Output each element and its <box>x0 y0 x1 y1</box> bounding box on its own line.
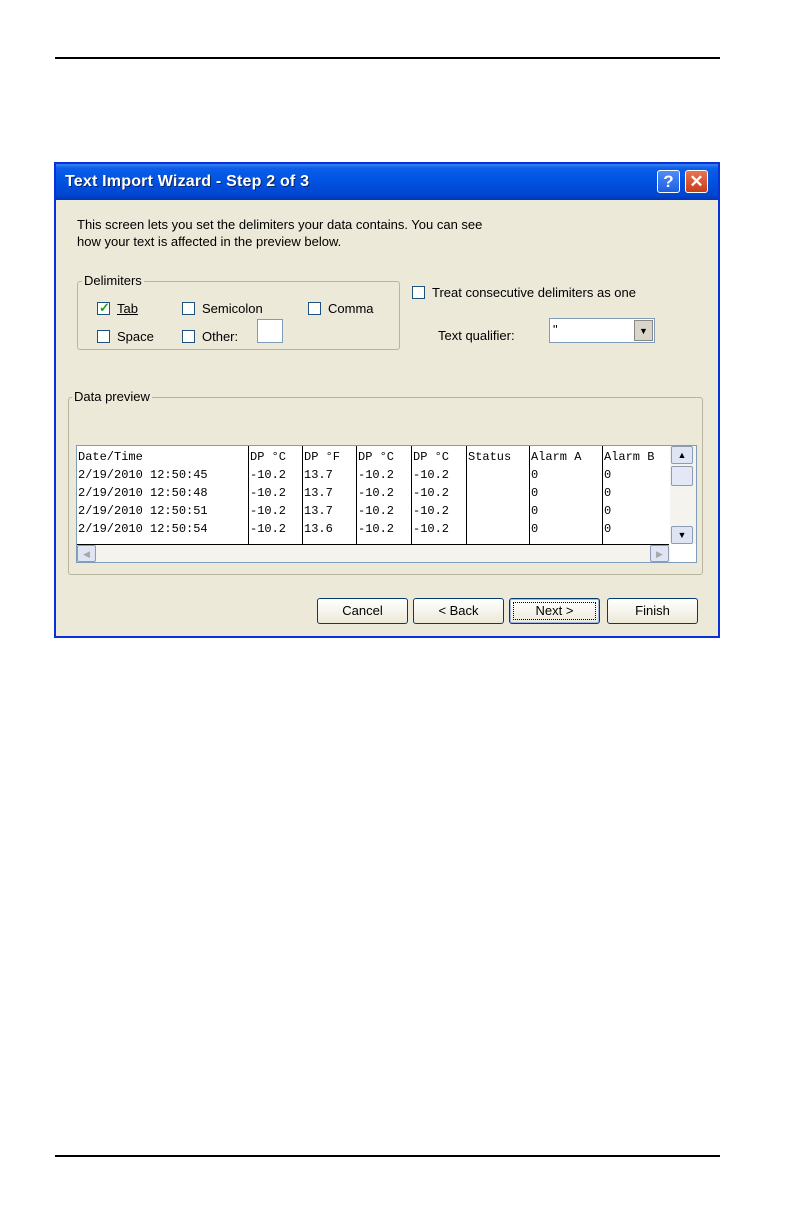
preview-header-cell: DP °C <box>358 450 395 464</box>
title-bar[interactable] <box>56 164 718 200</box>
consecutive-delimiters-checkbox[interactable] <box>412 285 636 300</box>
intro-text <box>77 216 482 250</box>
comma-label: Comma <box>328 301 374 316</box>
preview-data-cell: -10.2 <box>250 504 287 518</box>
vertical-scrollbar[interactable] <box>670 446 696 544</box>
preview-column[interactable] <box>412 446 467 544</box>
other-checkbox[interactable] <box>182 329 238 344</box>
page-top-rule <box>55 57 720 59</box>
preview-column[interactable] <box>467 446 530 544</box>
preview-header-cell: DP °C <box>413 450 450 464</box>
help-button[interactable]: ? <box>657 170 680 193</box>
intro-line-1: This screen lets you set the delimiters your data contains. You can see <box>77 217 483 232</box>
other-checkbox-box[interactable] <box>182 330 195 343</box>
preview-data-cell: -10.2 <box>250 468 287 482</box>
preview-column[interactable] <box>249 446 303 544</box>
dropdown-arrow-icon[interactable]: ▼ <box>634 320 653 341</box>
space-label: Space <box>117 329 154 344</box>
preview-data-cell: -10.2 <box>358 468 395 482</box>
preview-data-cell: 13.7 <box>304 468 333 482</box>
preview-data-cell: 2/19/2010 12:50:48 <box>78 486 208 500</box>
space-checkbox-box[interactable] <box>97 330 110 343</box>
consecutive-checkbox-box[interactable] <box>412 286 425 299</box>
preview-column[interactable] <box>303 446 357 544</box>
other-label: Other: <box>202 329 239 344</box>
scroll-left-icon[interactable]: ◀ <box>77 545 96 562</box>
comma-checkbox[interactable] <box>308 301 374 316</box>
semicolon-checkbox-box[interactable] <box>182 302 195 315</box>
scroll-right-icon[interactable]: ▶ <box>650 545 669 562</box>
close-button[interactable]: ✕ <box>685 170 708 193</box>
preview-data-cell: -10.2 <box>358 522 395 536</box>
scroll-down-icon[interactable]: ▼ <box>671 526 693 544</box>
preview-data-cell: -10.2 <box>358 486 395 500</box>
cancel-button[interactable]: Cancel <box>317 598 408 624</box>
preview-data-cell: -10.2 <box>250 522 287 536</box>
preview-data-cell: -10.2 <box>413 504 450 518</box>
finish-button[interactable]: Finish <box>607 598 698 624</box>
preview-data-cell: 2/19/2010 12:50:51 <box>78 504 208 518</box>
data-preview-pane[interactable] <box>76 445 697 563</box>
scroll-up-icon[interactable]: ▲ <box>671 446 693 464</box>
text-qualifier-value: " <box>553 322 558 337</box>
preview-column[interactable] <box>77 446 249 544</box>
text-qualifier-label: Text qualifier: <box>438 328 515 343</box>
preview-data-cell: 0 <box>604 486 612 500</box>
preview-column[interactable] <box>530 446 603 544</box>
delimiters-legend: Delimiters <box>84 273 142 288</box>
intro-line-2: how your text is affected in the preview below. <box>77 234 342 249</box>
preview-data-cell: -10.2 <box>250 486 287 500</box>
preview-column[interactable] <box>603 446 669 544</box>
preview-data-cell: 2/19/2010 12:50:45 <box>78 468 208 482</box>
consecutive-label: Treat consecutive delimiters as one <box>432 285 637 300</box>
preview-column[interactable] <box>357 446 412 544</box>
text-qualifier-select[interactable] <box>549 318 655 343</box>
space-checkbox[interactable] <box>97 329 154 344</box>
tab-checkbox[interactable] <box>97 301 138 316</box>
preview-header-cell: Alarm B <box>604 450 655 464</box>
preview-data-cell: 0 <box>531 504 539 518</box>
preview-data-cell: -10.2 <box>413 468 450 482</box>
preview-data-cell: -10.2 <box>358 504 395 518</box>
preview-data-cell: 0 <box>604 504 612 518</box>
other-delimiter-input[interactable] <box>257 319 283 343</box>
preview-data-cell: 0 <box>531 522 539 536</box>
preview-header-cell: Alarm A <box>531 450 582 464</box>
preview-data-cell: 0 <box>531 468 539 482</box>
preview-data-cell: -10.2 <box>413 522 450 536</box>
preview-header-cell: Date/Time <box>78 450 143 464</box>
preview-data-cell: -10.2 <box>413 486 450 500</box>
horizontal-scrollbar[interactable] <box>77 545 670 562</box>
semicolon-label: Semicolon <box>202 301 263 316</box>
next-focus-ring <box>513 602 596 620</box>
semicolon-checkbox[interactable] <box>182 301 263 316</box>
next-button[interactable] <box>509 598 600 624</box>
preview-data-cell: 0 <box>604 522 612 536</box>
preview-data-cell: 13.7 <box>304 486 333 500</box>
data-preview-legend: Data preview <box>74 389 150 404</box>
tab-checkbox-box[interactable] <box>97 302 110 315</box>
preview-header-cell: DP °C <box>250 450 287 464</box>
tab-label: Tab <box>117 301 138 316</box>
next-button-label: Next > <box>535 603 574 618</box>
comma-checkbox-box[interactable] <box>308 302 321 315</box>
preview-data-cell: 0 <box>531 486 539 500</box>
vertical-scroll-thumb[interactable] <box>671 466 693 486</box>
page-bottom-rule <box>55 1155 720 1157</box>
preview-header-cell: Status <box>468 450 512 464</box>
text-import-wizard-dialog <box>54 162 720 638</box>
back-button[interactable]: < Back <box>413 598 504 624</box>
window-title: Text Import Wizard - Step 2 of 3 <box>65 173 310 190</box>
preview-data-cell: 13.7 <box>304 504 333 518</box>
check-icon: ✓ <box>99 300 110 315</box>
preview-header-cell: DP °F <box>304 450 341 464</box>
preview-data-cell: 0 <box>604 468 612 482</box>
preview-data-cell: 13.6 <box>304 522 333 536</box>
preview-data-cell: 2/19/2010 12:50:54 <box>78 522 208 536</box>
data-preview-grid <box>77 446 669 545</box>
